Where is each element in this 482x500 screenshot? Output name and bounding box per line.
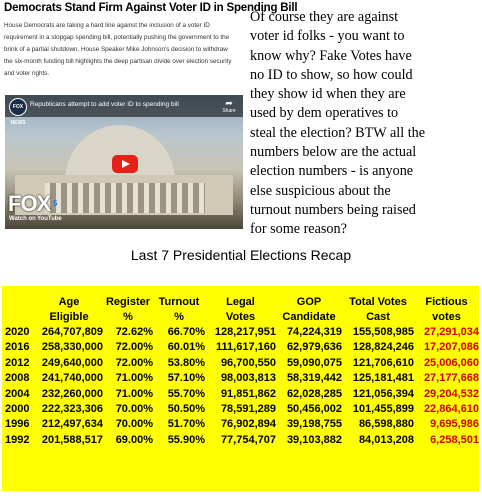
video-embed[interactable]: [5, 95, 243, 229]
table-row: [2, 356, 479, 371]
cell-register-pct: 71.00%: [115, 387, 153, 400]
cell-gop-candidate: 39,198,755: [286, 418, 342, 431]
article-headline[interactable]: Democrats Stand Firm Against Voter ID in Spending Bill: [4, 2, 298, 14]
cell-register-pct: 69.00%: [115, 433, 153, 446]
table-row: [2, 340, 479, 355]
election-table-panel: [2, 286, 479, 491]
table-header-row: [2, 295, 479, 325]
video-title-bar: [5, 95, 243, 126]
cell-fictious-votes: 22,864,610: [423, 403, 479, 416]
cell-age-eligible: 201,588,517: [41, 433, 103, 446]
article-body-line: and voter rights.: [4, 70, 50, 77]
share-button[interactable]: [221, 98, 237, 114]
cell-register-pct: 70.00%: [115, 403, 153, 416]
cell-fictious-votes: 27,177,668: [423, 372, 479, 385]
cell-turnout-pct: 53.80%: [167, 356, 205, 369]
fox-logo-number: 5: [53, 199, 58, 208]
table-row: [2, 433, 479, 448]
article-body: [4, 20, 240, 80]
cell-legal-votes: 111,617,160: [216, 341, 276, 354]
cell-year: 2000: [5, 403, 30, 416]
commentary-line: Of course they are against: [250, 9, 399, 25]
cell-year: 2008: [5, 372, 30, 385]
cell-total-votes: 155,508,985: [352, 326, 414, 338]
cell-register-pct: 72.00%: [115, 341, 153, 354]
column-header: GOP Candidate: [282, 296, 336, 323]
election-table: [2, 295, 479, 448]
cell-turnout-pct: 55.90%: [167, 433, 205, 446]
cell-total-votes: 121,056,394: [352, 387, 414, 400]
commentary-line: used by dem operatives to: [250, 105, 399, 122]
cell-total-votes: 128,824,246: [352, 341, 414, 354]
table-row: [2, 371, 479, 386]
cell-year: 2020: [5, 326, 30, 338]
cell-age-eligible: 212,497,634: [41, 418, 103, 431]
cell-total-votes: 101,455,899: [352, 403, 414, 416]
cell-age-eligible: 249,640,000: [41, 356, 103, 369]
article-body-line: brink of a partial shutdown. House Speaker Mike Johnson's decision to withdraw: [4, 46, 228, 53]
commentary-line: no ID to show, so how could: [250, 66, 413, 83]
cell-legal-votes: 128,217,951: [214, 326, 276, 338]
cell-year: 2012: [5, 356, 30, 369]
cell-register-pct: 71.00%: [115, 372, 153, 385]
commentary-line: numbers below are the actual: [250, 144, 417, 161]
commentary-line: election numbers - is anyone: [250, 163, 414, 180]
share-label: Share: [222, 108, 236, 114]
commentary-text: [250, 8, 480, 240]
column-header: [2, 295, 35, 325]
cell-year: 2016: [5, 341, 30, 354]
cell-year: 1992: [5, 433, 30, 446]
youtube-logo[interactable]: YouTube: [37, 216, 62, 222]
column-header: Register %: [105, 296, 151, 323]
share-icon: ➦: [225, 98, 233, 108]
youtube-play-button[interactable]: [112, 155, 138, 173]
youtube-play-icon: [122, 160, 130, 168]
cell-turnout-pct: 51.70%: [167, 418, 205, 431]
cell-fictious-votes: 29,204,532: [423, 387, 479, 400]
cell-age-eligible: 241,740,000: [41, 372, 103, 385]
cell-legal-votes: 76,902,894: [220, 418, 276, 431]
cell-fictious-votes: 9,695,986: [430, 418, 479, 431]
cell-year: 1996: [5, 418, 30, 431]
capitol-pillars: [45, 183, 205, 213]
cell-turnout-pct: 60.01%: [167, 341, 205, 354]
cell-turnout-pct: 66.70%: [167, 326, 205, 338]
cell-gop-candidate: 59,090,075: [286, 356, 342, 369]
table-row: [2, 402, 479, 417]
cell-legal-votes: 78,591,289: [220, 403, 276, 416]
cell-total-votes: 86,598,880: [358, 418, 414, 431]
cell-age-eligible: 222,323,306: [41, 403, 103, 416]
commentary-line: they show id when they are: [250, 86, 406, 103]
fox-news-logo-icon[interactable]: FOX NEWS: [9, 98, 27, 116]
cell-turnout-pct: 55.70%: [167, 387, 205, 400]
watch-on-label[interactable]: Watch on: [9, 216, 36, 222]
commentary-line: voter id folks - you want to: [250, 28, 405, 45]
commentary-line: for some reason?: [250, 221, 347, 238]
cell-legal-votes: 96,700,550: [220, 356, 276, 369]
column-header: Fictious votes: [425, 296, 468, 323]
cell-fictious-votes: 25,006,060: [423, 356, 479, 369]
cell-year: 2004: [5, 387, 30, 400]
cell-register-pct: 70.00%: [115, 418, 153, 431]
commentary-line: know why? Fake Votes have: [250, 47, 412, 64]
cell-gop-candidate: 50,456,002: [286, 403, 342, 416]
commentary-line: steal the election? BTW all the: [250, 124, 426, 141]
cell-gop-candidate: 62,028,285: [286, 387, 342, 400]
cell-total-votes: 121,706,610: [352, 356, 414, 369]
article-body-line: House Democrats are taking a hard line against the inclusion of a voter ID: [4, 22, 210, 29]
cell-fictious-votes: 6,258,501: [430, 433, 479, 446]
table-row: [2, 325, 479, 340]
cell-fictious-votes: 17,207,086: [423, 341, 479, 354]
commentary-line: else suspicious about the: [250, 182, 391, 199]
cell-age-eligible: 258,330,000: [41, 341, 103, 354]
cell-register-pct: 72.62%: [115, 326, 153, 338]
article-body-line: requirement in a stopgap spending bill, potentially pushing the government to the: [4, 34, 230, 41]
cell-legal-votes: 91,851,862: [220, 387, 276, 400]
cell-age-eligible: 264,707,809: [41, 326, 103, 338]
fox-logo: FOX: [8, 191, 51, 216]
cell-gop-candidate: 39,103,882: [286, 433, 342, 446]
cell-total-votes: 125,181,481: [352, 372, 414, 385]
recap-title: Last 7 Presidential Elections Recap: [130, 247, 352, 263]
table-row: [2, 417, 479, 432]
article-preview: [4, 2, 298, 80]
column-header: Turnout %: [158, 296, 200, 323]
cell-legal-votes: 77,754,707: [220, 433, 276, 446]
commentary-line: turnout numbers being raised: [250, 201, 416, 218]
cell-gop-candidate: 62,979,636: [286, 341, 342, 354]
column-header: Legal Votes: [225, 296, 256, 323]
cell-turnout-pct: 50.50%: [167, 403, 205, 416]
cell-gop-candidate: 58,319,442: [286, 372, 342, 385]
table-row: [2, 387, 479, 402]
cell-total-votes: 84,013,208: [358, 433, 414, 446]
cell-legal-votes: 98,003,813: [220, 372, 276, 385]
cell-turnout-pct: 57.10%: [167, 372, 205, 385]
cell-age-eligible: 232,260,000: [41, 387, 103, 400]
cell-register-pct: 72.00%: [115, 356, 153, 369]
cell-gop-candidate: 74,224,319: [286, 326, 342, 338]
article-body-line: the six-month funding bill highlights the deep partisan divide over election security: [4, 58, 232, 65]
column-header: Age Eligible: [49, 296, 89, 323]
cell-fictious-votes: 27,291,034: [423, 326, 479, 338]
video-title[interactable]: Republicans attempt to add voter ID to spending bill: [30, 101, 179, 108]
column-header: Total Votes Cast: [349, 296, 407, 323]
